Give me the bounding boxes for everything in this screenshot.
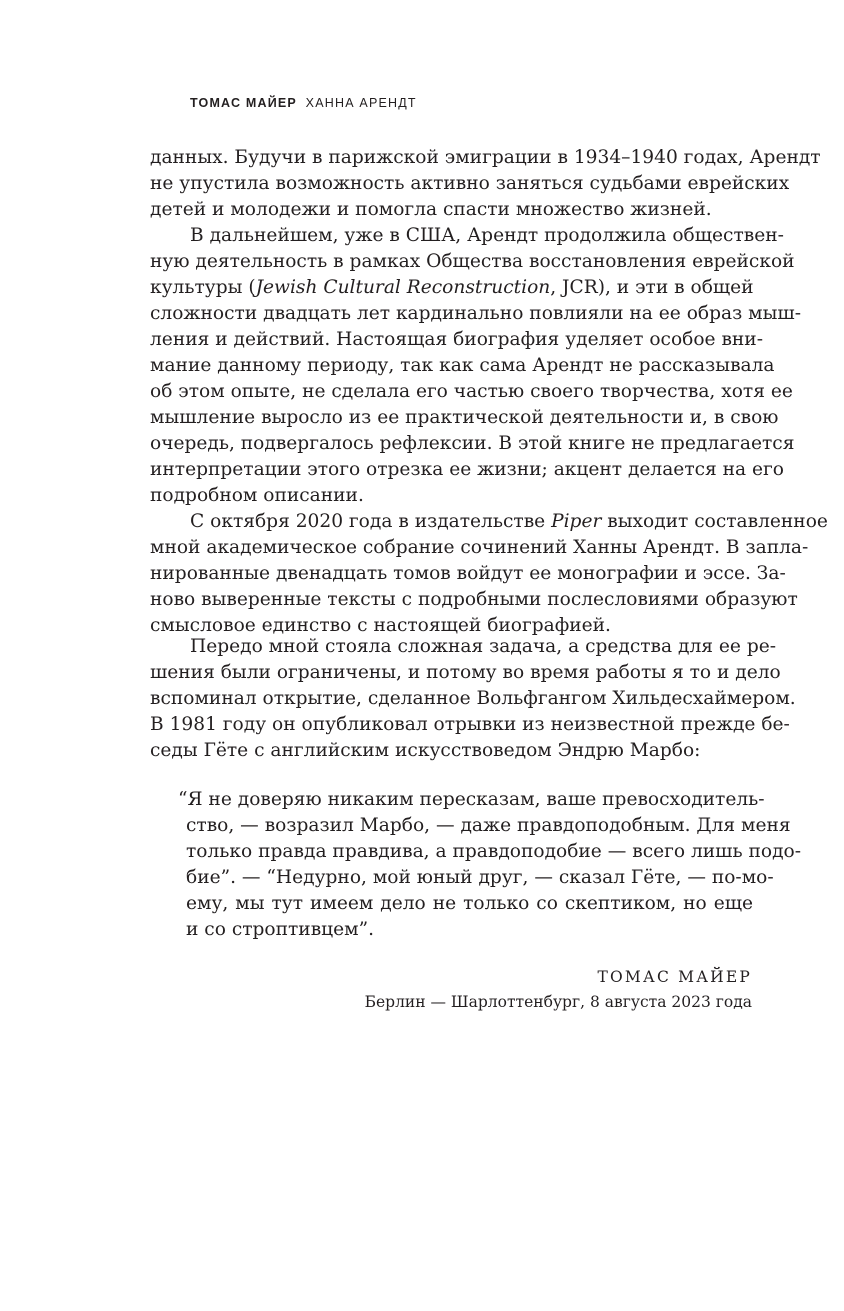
text-line: ново выверенные тексты с подробными послесловиями образуют bbox=[150, 589, 798, 610]
paragraph-3 bbox=[150, 509, 828, 639]
text-line: В дальнейшем, уже в США, Арендт продолжила обществен- bbox=[190, 225, 784, 246]
header-author: ТОМАС МАЙЕР bbox=[190, 96, 297, 110]
text-line: об этом опыте, не сделала его частью своего творчества, хотя ее bbox=[150, 381, 793, 402]
quote-line: бие”. — “Недурно, мой юный друг, — сказал Гёте, — по-мо- bbox=[186, 867, 774, 888]
signature-name: ТОМАС МАЙЕР bbox=[597, 968, 752, 986]
text-line: ную деятельность в рамках Общества восстановления еврейской bbox=[150, 251, 795, 272]
block-quote bbox=[178, 787, 801, 943]
text-line: мышление выросло из ее практической деятельности и, в свою bbox=[150, 407, 779, 428]
text-line: ления и действий. Настоящая биография уделяет особое вни- bbox=[150, 329, 763, 350]
running-header bbox=[190, 96, 417, 110]
text-line: очередь, подвергалось рефлексии. В этой книге не предлагается bbox=[150, 433, 795, 454]
text-segment: , JCR), и эти в общей bbox=[550, 277, 754, 298]
text-line: вспоминал открытие, сделанное Вольфгангом Хильдесхаймером. bbox=[150, 688, 796, 709]
text-line: смысловое единство с настоящей биографией. bbox=[150, 615, 611, 636]
text-line: Передо мной стояла сложная задача, а средства для ее ре- bbox=[190, 636, 777, 657]
quote-line: и со строптивцем”. bbox=[186, 919, 374, 940]
text-line: сложности двадцать лет кардинально повлияли на ее образ мыш- bbox=[150, 303, 801, 324]
signature-place-date: Берлин — Шарлоттенбург, 8 августа 2023 года bbox=[364, 993, 752, 1011]
text-line: данных. Будучи в парижской эмиграции в 1934–1940 годах, Арендт bbox=[150, 147, 821, 168]
text-line: седы Гёте с английским искусствоведом Эндрю Марбо: bbox=[150, 740, 701, 761]
text-line: мной академическое собрание сочинений Ханны Арендт. В запла- bbox=[150, 537, 809, 558]
text-line-with-italic bbox=[150, 509, 828, 535]
text-line: подробном описании. bbox=[150, 485, 364, 506]
quote-line: только правда правдива, а правдоподобие — всего лишь подо- bbox=[186, 841, 801, 862]
quote-line: ему, мы тут имеем дело не только со скептиком, но еще bbox=[186, 893, 753, 914]
paragraph-2 bbox=[150, 223, 801, 509]
text-line: интерпретации этого отрезка ее жизни; акцент делается на его bbox=[150, 459, 784, 480]
text-line: мание данному периоду, так как сама Арендт не рассказывала bbox=[150, 355, 775, 376]
italic-org-name: Jewish Cultural Reconstruction bbox=[255, 277, 551, 298]
paragraph-1 bbox=[150, 145, 821, 223]
text-line: детей и молодежи и помогла спасти множество жизней. bbox=[150, 199, 712, 220]
text-line: шения были ограничены, и потому во время работы я то и дело bbox=[150, 662, 781, 683]
text-segment: выходит составленное bbox=[601, 511, 828, 532]
text-line: В 1981 году он опубликовал отрывки из неизвестной прежде бе- bbox=[150, 714, 790, 735]
text-line: не упустила возможность активно заняться судьбами еврейских bbox=[150, 173, 790, 194]
text-segment: культуры ( bbox=[150, 277, 256, 298]
text-line: нированные двенадцать томов войдут ее монографии и эссе. За- bbox=[150, 563, 786, 584]
text-line-with-italic bbox=[150, 275, 753, 301]
quote-line: “Я не доверяю никаким пересказам, ваше превосходитель- bbox=[178, 789, 765, 810]
italic-publisher-name: Piper bbox=[551, 511, 602, 532]
header-book-title: ХАННА АРЕНДТ bbox=[305, 96, 417, 110]
paragraph-4 bbox=[150, 634, 796, 764]
quote-line: ство, — возразил Марбо, — даже правдоподобным. Для меня bbox=[186, 815, 791, 836]
text-segment: С октября 2020 года в издательстве bbox=[190, 511, 552, 532]
